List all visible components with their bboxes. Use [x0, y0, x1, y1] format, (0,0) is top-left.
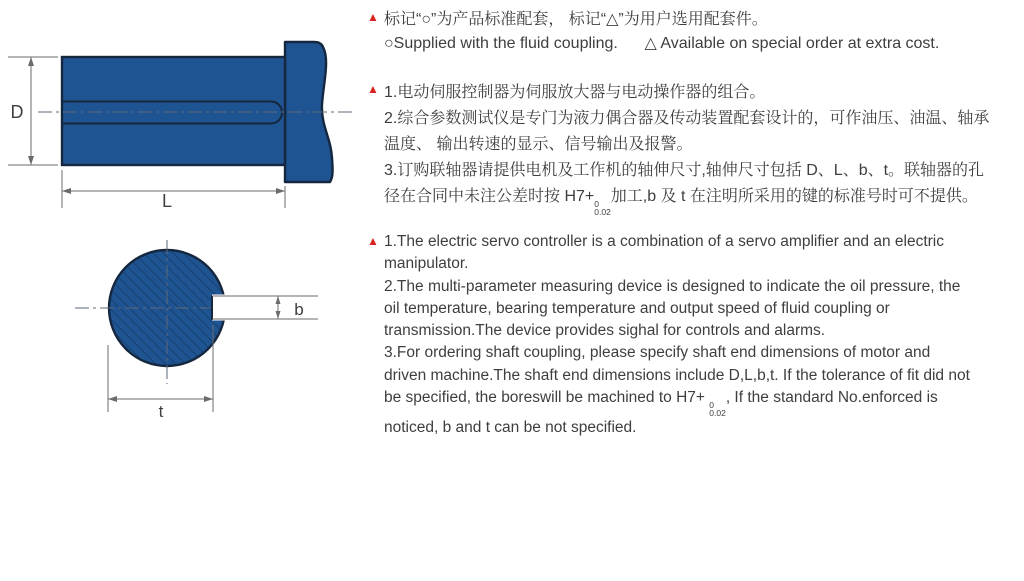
legend-note	[367, 8, 1022, 56]
shaft-diagram-svg	[0, 0, 360, 460]
label-key-depth: t	[158, 402, 164, 421]
text-line: driven machine.The shaft end dimensions include D,L,b,t. If the tolerance of fit did not	[384, 366, 970, 384]
tolerance-stack: 0 0.02	[709, 400, 726, 419]
keyway-notch-cut	[212, 295, 320, 321]
text-line: 径在合同中未注公差时按 H7+ 0 0.02 加工,b 及 t 在注明所采用的键的标准号时可不提供。	[384, 188, 978, 217]
text-line: 3.For ordering shaft coupling, please specify shaft end dimensions of motor and	[384, 344, 931, 362]
text-line: oil temperature, bearing temperature and output speed of fluid coupling or	[384, 299, 890, 317]
text-line: be specified, the boreswill be machined to H7+ 0 0.02 , If the standard No.enforced is	[384, 389, 938, 419]
text-line: 2.The multi-parameter measuring device is designed to indicate the oil pressure, the	[384, 277, 961, 295]
note-marker-triangle-icon: ▲	[367, 234, 379, 248]
label-diameter: D	[10, 102, 24, 122]
tolerance-stack: 0 0.02	[594, 199, 611, 217]
text-line: 标记“○”为产品标准配套， 标记“△”为用户选用配套件。	[384, 11, 768, 28]
label-length: L	[161, 191, 173, 211]
text-line: 1.The electric servo controller is a combination of a servo amplifier and an electric	[384, 233, 944, 250]
text-line: ○Supplied with the fluid coupling. △ Available on special order at extra cost.	[384, 35, 940, 52]
text-line: 3.订购联轴器请提供电机及工作机的轴伸尺寸,轴伸尺寸包括 D、L、b、t。联轴器的孔	[384, 162, 985, 179]
note-marker-triangle-icon: ▲	[367, 10, 379, 24]
dimension-l	[62, 170, 285, 208]
notes-english-body	[384, 231, 1017, 439]
text-line: 2.综合参数测试仪是专门为液力偶合器及传动装置配套设计的，可作油压、油温、轴承	[384, 110, 990, 127]
legend-note-body	[384, 8, 1022, 56]
note-marker-triangle-icon: ▲	[367, 82, 379, 96]
text-line: transmission.The device provides sighal for controls and alarms.	[384, 322, 826, 340]
text-line: 温度、 输出转速的显示、信号输出及报警。	[384, 136, 693, 153]
notes-chinese	[367, 80, 1022, 216]
notes-chinese-body	[384, 80, 1022, 216]
shaft-body	[62, 57, 285, 165]
notes-english	[367, 231, 1017, 439]
text-line: noticed, b and t can be not specified.	[384, 419, 637, 437]
text-line: 1.电动伺服控制器为伺服放大器与电动操作器的组合。	[384, 84, 766, 101]
shaft-dimension-diagram	[0, 0, 360, 460]
label-key-width: b	[294, 300, 304, 319]
text-line: manipulator.	[384, 255, 469, 273]
